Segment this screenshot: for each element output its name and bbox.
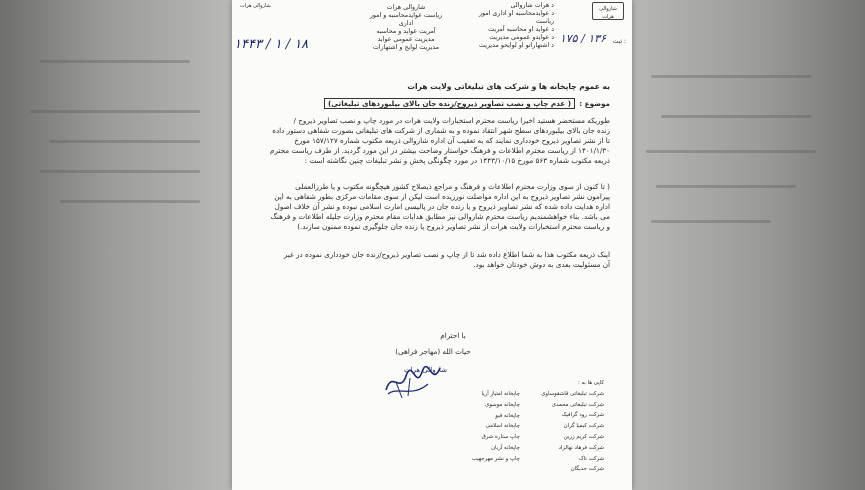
cc-item: شرکت رود گرافیک (561, 412, 604, 419)
blurred-text (656, 185, 796, 188)
header-line: د عوایدمحاسبه او اداری امور (478, 10, 554, 18)
header-right-block (479, 2, 554, 51)
header-line: د عواید او محاسبه آمریت (488, 26, 554, 34)
cc-item: چاپ و نشر مهرجهیب (471, 455, 520, 462)
subject-text: ( عدم چاپ و نصب تصاویر ذیروح/زنده جان بالای بیلبوردهای تبلیغاتی) (324, 98, 575, 109)
cc-item: چاپخانه اسلامی (485, 423, 520, 430)
blurred-text (661, 115, 811, 118)
blurred-text (40, 60, 190, 63)
header-line: ریاست (535, 18, 554, 26)
text-line: طوریکه مستحضر هستید اخیرا ریاست محترم استخبارات ولایت هرات در مورد چاپ و نصب تصاویر ذیروح / (293, 116, 610, 125)
blurred-text (50, 140, 200, 143)
paragraph-1 (255, 116, 610, 166)
text-line: پیرامون نشر تصاویر ذیروح به این اداره مواصلت نورزیده است لیکن از سوی مقامات مرکزی بطور شفاهی به این (274, 192, 610, 202)
cc-item: شرکت تبلیغاتی قاشقوساوی (541, 390, 604, 397)
cc-item: چاپخانه موسوی (485, 401, 520, 408)
logo-text: شاروالی هرات (599, 6, 617, 20)
cc-item: چاپخانه امتیاز آریا (481, 391, 520, 397)
cc-item: چاپخانه قیو (495, 412, 520, 419)
letter-paper (232, 0, 632, 490)
cc-list-right (541, 378, 604, 475)
blurred-text (651, 75, 811, 78)
text-line: زنده جان بالای بیلبوردهای سطح شهر انتقاد نموده و به شماری از شرکت های تبلیغاتی بصورت شفاهی دستور داده (272, 126, 610, 136)
cc-item: شرکت فرهاد نهالزاد (558, 444, 604, 451)
date-handwritten: ۱۴۴۳ / ۱ / ۱۸ (234, 37, 309, 52)
cc-item: چاپخانه آریان (491, 444, 520, 451)
cc-item: چاپ ستاره شرق (481, 434, 520, 441)
text-line: ( تا کنون از سوی وزارت محترم اطلاعات و فرهنگ و مراجع ذیصلاح کشور هیچگونه مکتوب و یا طرزالعملی (295, 182, 610, 191)
cc-item: شرکت کیمیا گران (563, 423, 604, 430)
header-line: مدیریت لوایح و اشتهارات (372, 44, 440, 52)
paragraph-2 (255, 250, 610, 270)
blurred-text (40, 170, 200, 173)
background-blur-right (631, 0, 865, 490)
header-line: اداری (398, 20, 414, 28)
blurred-text (651, 220, 771, 223)
header-line: د عوایدو عمومی مدیریت (489, 34, 554, 42)
cc-item: شرکت کریم زرین (563, 433, 604, 440)
header-line: مدیریت عمومی عواید (377, 36, 435, 44)
text-line: اینک ذریعه مکتوب هذا به شما اطلاع داده شد تا از چاپ و نصب تصاویر ذیروح/زنده جان خودداری نموده در غیر (283, 250, 610, 259)
cc-label: کاپی ها به : (577, 380, 604, 386)
header-center-block (358, 4, 454, 53)
text-line: و ریاست محترم استخبارات ولایت هرات از نشر تصاویر ذیروح یا زنده جان جلوگیری نموده ممنون سازند.) (297, 222, 610, 232)
addressee: به عموم چاپخانه ها و شرکت های تبلیغاتی ولایت هرات (407, 82, 610, 91)
text-line: آن مسئولیت بعدی به دوش خودتان خواهد بود. (473, 260, 610, 270)
cc-item: شرکت جدیگان (570, 466, 604, 473)
header-left-small (240, 2, 271, 10)
signatory-name: حیات الله (مهاجر فراهی) (395, 347, 471, 356)
text-line: ذریعه مکتوب شماره ۵۶۳ مورخ ۱۴۴۳/۱۰/۱۵ در مورد چگونگی پخش و نشر تبلیغات چنین نگاشته است : (304, 156, 610, 166)
header-left-line: شاروالی هرات (240, 3, 271, 9)
text-line: ۱۴۰۱/۱/۳۰ از ریاست محترم اطلاعات و فرهنگ خواستار وضاحت بیشتر در این مورد گردید. از طرف ریاست محترم (270, 146, 610, 156)
background-blur-left (0, 0, 232, 490)
cc-item: شرکت تاک (578, 455, 604, 462)
ref-label: ثبت : (612, 38, 626, 45)
text-line: تا از نشر تصاویر ذیروح خودداری نمایند که به تعقیب آن اداره شاروالی ذریعه مکتوب شماره ۱۵۷/۱۲۷ مورخ (294, 136, 610, 146)
blurred-text (30, 110, 200, 113)
cc-list-left (472, 389, 520, 465)
header-line: ریاست عوایدمحاسبه و امور (369, 12, 443, 20)
header-line: د اشتهاراتو او لوایحو مدیریت (479, 42, 554, 50)
cc-item: شرکت تبلیغاتی محمدی (551, 401, 604, 408)
subject-label: موضوع : (579, 99, 610, 108)
ref-number-handwritten: ۱۷۵ / ۱۳۶ (559, 32, 606, 45)
quoted-block (255, 182, 610, 232)
text-line: اداره هدایت داده شده که نشر تصاویر ذیروح و یا زنده جان در پالیسی امارت اسلامی نبوده و نشر آن خلاف اصول (274, 202, 610, 212)
municipality-logo (592, 2, 624, 20)
header-line: د هرات شاروالی (510, 2, 554, 9)
blurred-text (646, 150, 816, 153)
signature-stamp-text: شاروالی هرات (404, 366, 447, 374)
blurred-text (60, 200, 200, 203)
subject-line (255, 99, 610, 109)
header-line: شاروالی هرات (386, 4, 426, 11)
text-line: می باشد. بناء خواهشمندیم ریاست محترم شاروالی نیز مطابق هدایات مقام محترم وزارت جلیله اطلاعات و فرهنگ (270, 212, 610, 222)
closing-regards: با احترام (440, 331, 466, 340)
header-line: آمریت عواید و محاسبه (376, 28, 436, 36)
